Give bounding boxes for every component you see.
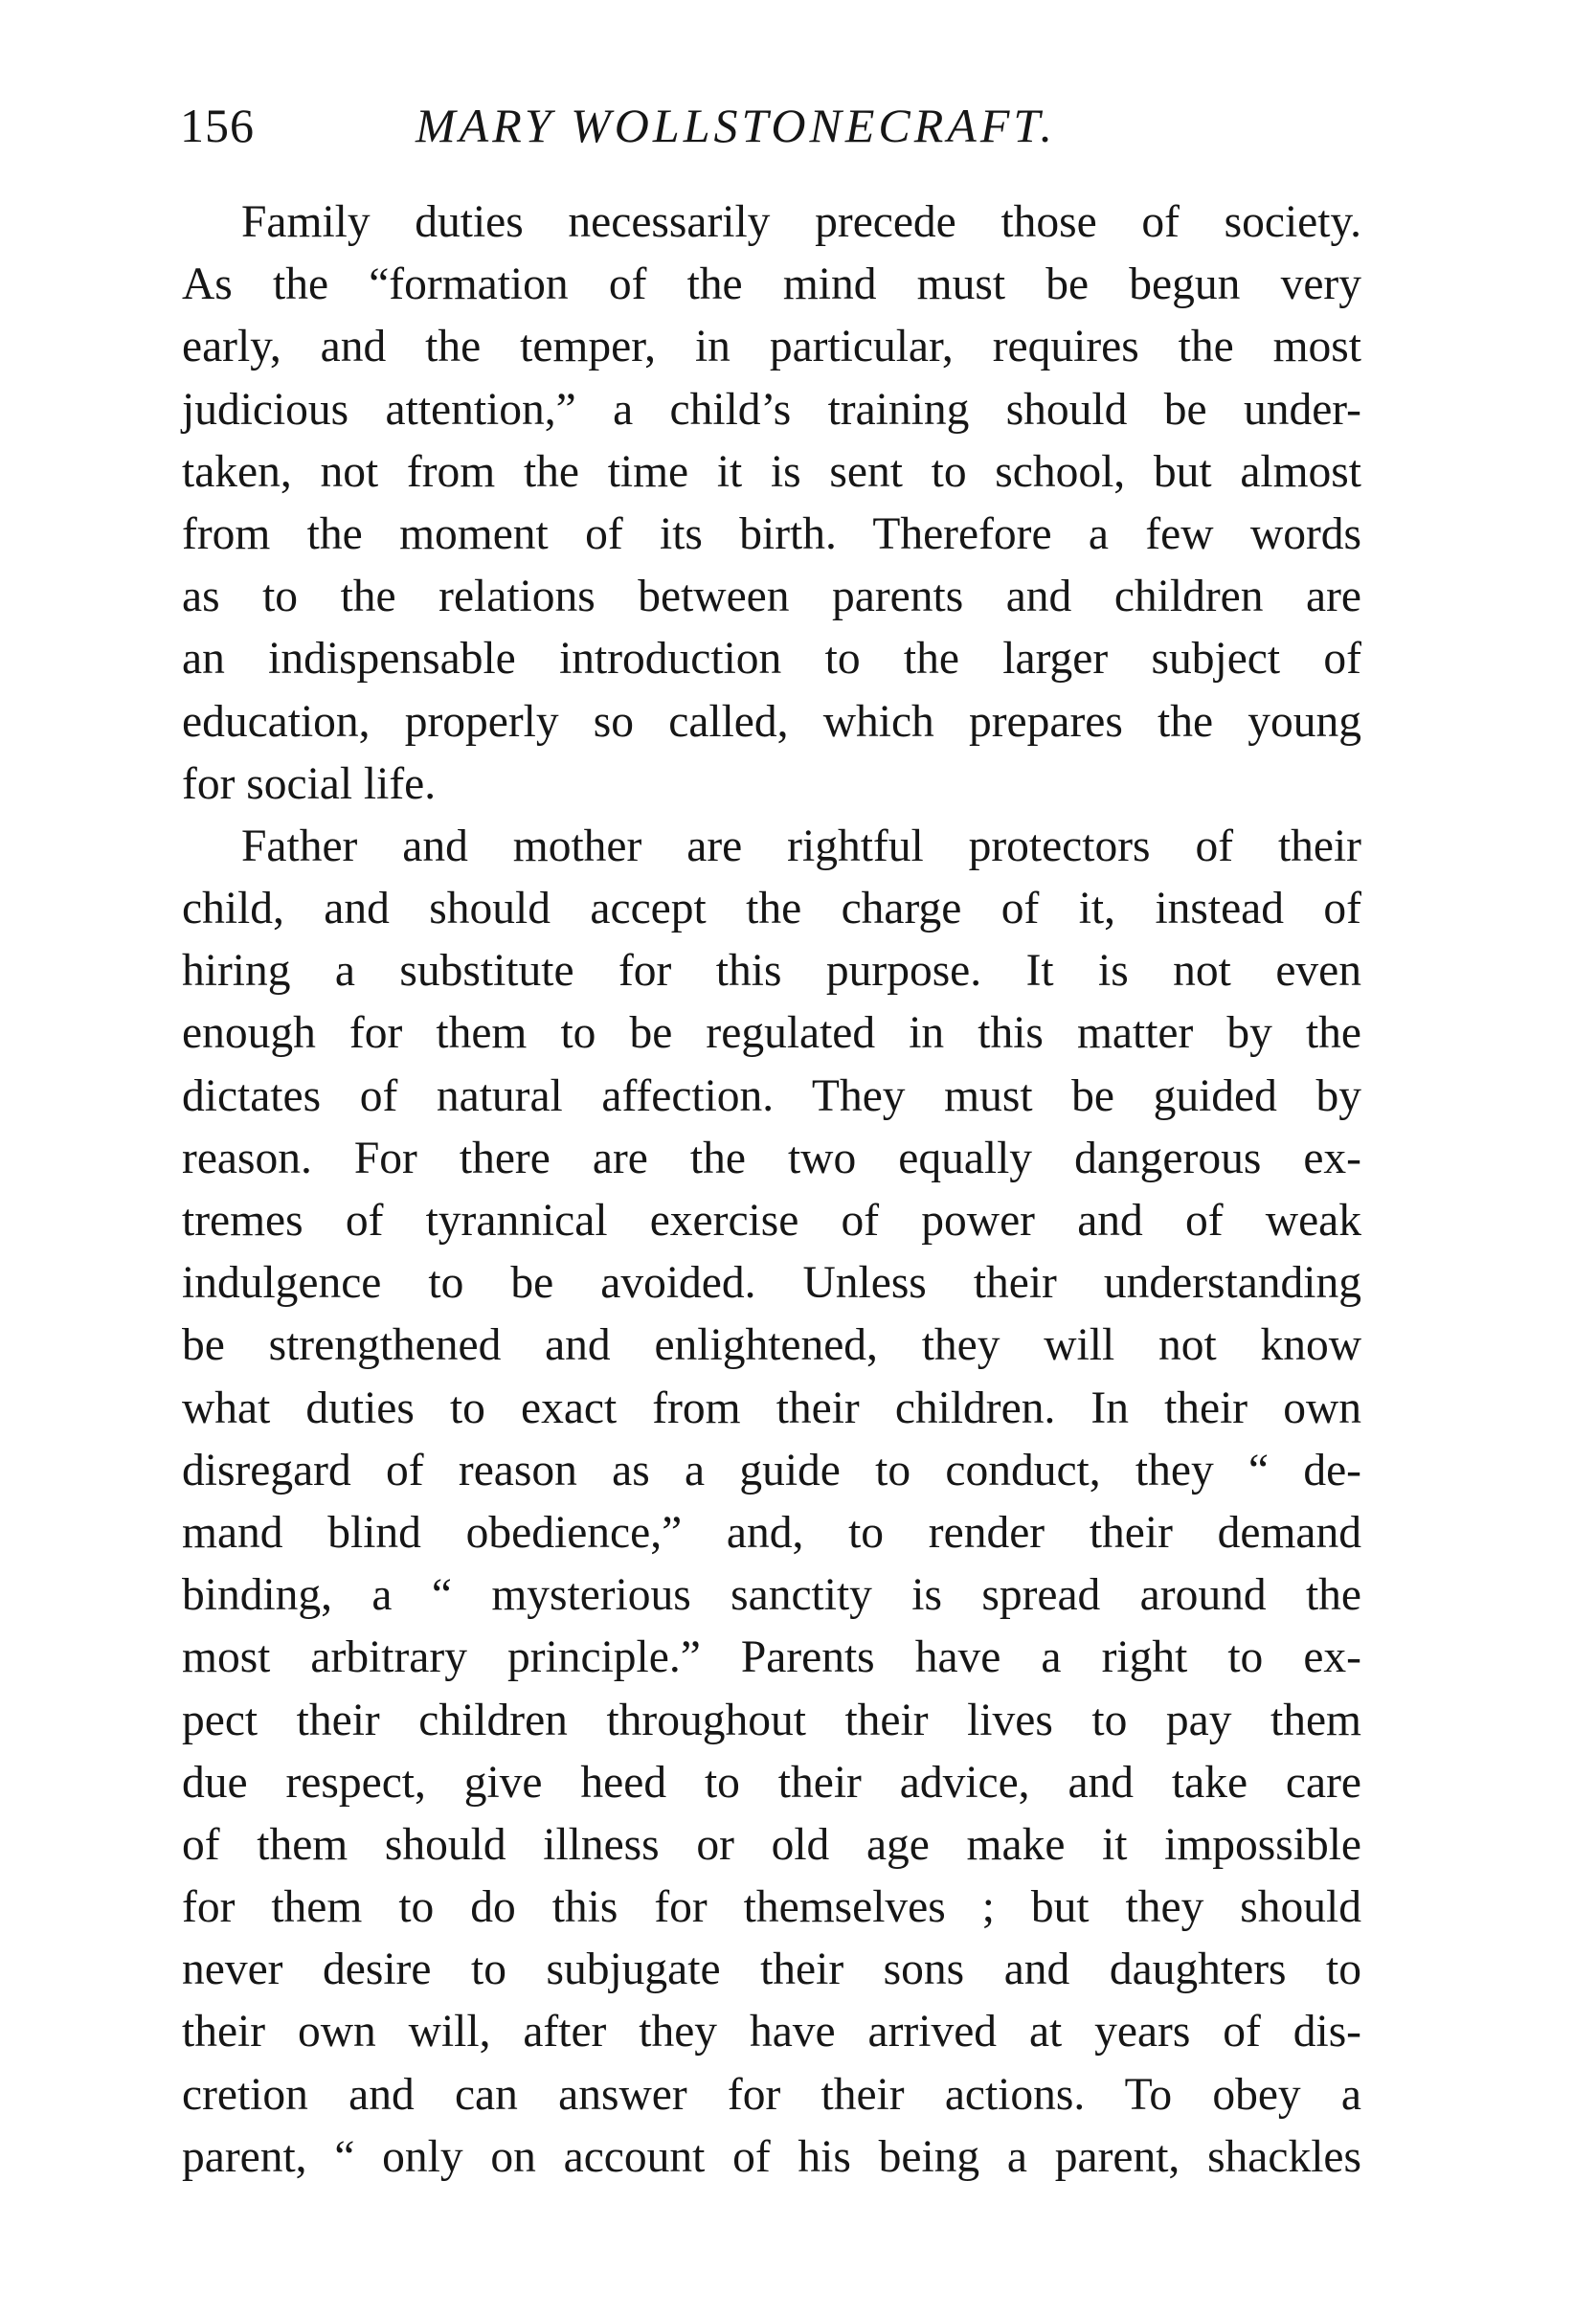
text-line: pect their children throughout their lives to pay them (182, 1695, 1361, 1745)
text-line: from the moment of its birth. Therefore a few words (182, 508, 1361, 559)
running-head: MARY WOLLSTONECRAFT. (416, 99, 1056, 152)
page-number: 156 (180, 99, 255, 152)
text-line: child, and should accept the charge of it, instead of (182, 884, 1361, 934)
text-line: reason. For there are the two equally dangerous ex- (182, 1133, 1361, 1183)
text-line: disregard of reason as a guide to conduct, they “ de- (182, 1445, 1361, 1495)
text-line: never desire to subjugate their sons and daughters to (182, 1945, 1361, 1995)
text-line: indulgence to be avoided. Unless their understanding (182, 1258, 1361, 1309)
page-header (180, 82, 1377, 169)
text-line: cretion and can answer for their actions. To obey a (182, 2069, 1361, 2120)
text-line: their own will, after they have arrived at years of dis- (182, 2007, 1361, 2057)
text-line: judicious attention,” a child’s training should be under- (182, 384, 1361, 435)
text-line: parent, “ only on account of his being a parent, shackles (182, 2131, 1361, 2182)
text-line: Father and mother are rightful protectors of their (241, 821, 1361, 871)
text-line: dictates of natural affection. They must be guided by (182, 1070, 1361, 1121)
text-line: enough for them to be regulated in this matter by the (182, 1008, 1361, 1059)
text-line: education, properly so called, which prepares the young (182, 696, 1361, 747)
paragraph-2 (182, 816, 1361, 2189)
text-line: tremes of tyrannical exercise of power and of weak (182, 1196, 1361, 1246)
body-text (182, 191, 1361, 2189)
text-line: what duties to exact from their children. In their own (182, 1383, 1361, 1433)
text-line: for social life. (182, 758, 437, 809)
text-line: of them should illness or old age make it impossible (182, 1819, 1361, 1870)
text-line: Family duties necessarily precede those of society. (241, 197, 1361, 247)
text-line: hiring a substitute for this purpose. It is not even (182, 946, 1361, 997)
paragraph-1 (182, 191, 1361, 816)
text-line: be strengthened and enlightened, they will not know (182, 1320, 1361, 1371)
text-line: binding, a “ mysterious sanctity is spread around the (182, 1570, 1361, 1621)
text-line: taken, not from the time it is sent to school, but almost (182, 446, 1361, 497)
text-line: due respect, give heed to their advice, and take care (182, 1757, 1361, 1808)
text-line: most arbitrary principle.” Parents have a right to ex- (182, 1632, 1361, 1683)
text-line: as to the relations between parents and children are (182, 572, 1361, 622)
text-line: for them to do this for themselves ; but they should (182, 1882, 1361, 1933)
text-line: As the “formation of the mind must be begun very (182, 259, 1361, 310)
text-line: early, and the temper, in particular, requires the most (182, 322, 1361, 372)
text-line: an indispensable introduction to the larger subject of (182, 634, 1361, 685)
text-line: mand blind obedience,” and, to render their demand (182, 1507, 1361, 1558)
